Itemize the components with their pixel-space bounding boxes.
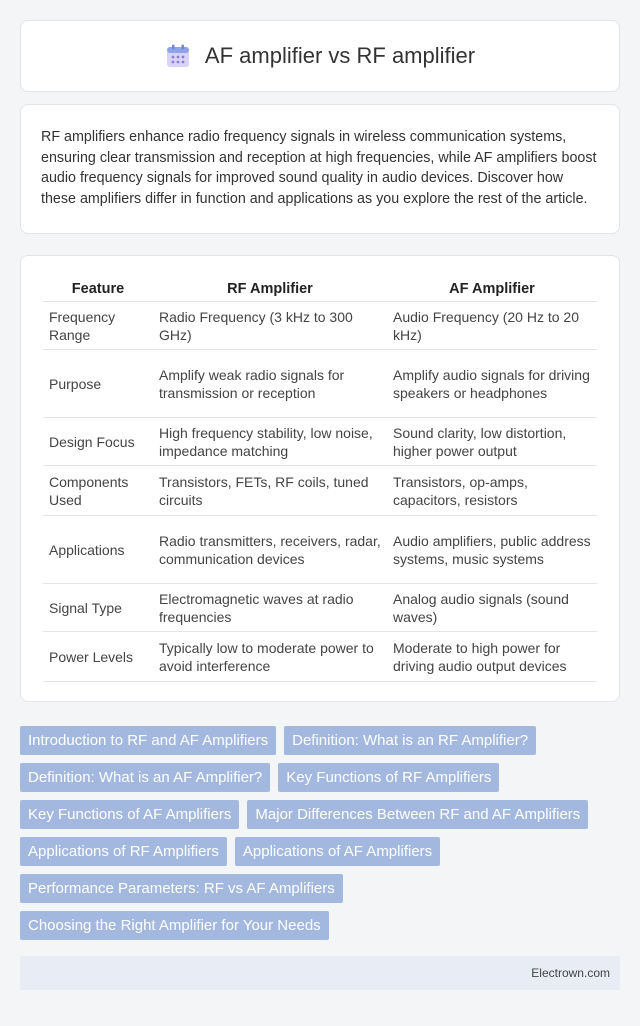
cell-af: Amplify audio signals for driving speakers or headphones [387,350,597,418]
cell-af: Transistors, op-amps, capacitors, resistors [387,466,597,516]
tag-choosing-amplifier[interactable]: Choosing the Right Amplifier for Your Needs [20,911,329,940]
cell-af: Analog audio signals (sound waves) [387,584,597,632]
cell-rf: Transistors, FETs, RF coils, tuned circuits [153,466,387,516]
cell-af: Moderate to high power for driving audio output devices [387,632,597,682]
tag-performance-parameters[interactable]: Performance Parameters: RF vs AF Amplifiers [20,874,343,903]
cell-feature: Components Used [43,466,153,516]
topic-tags [20,726,620,940]
intro-text: RF amplifiers enhance radio frequency signals in wireless communication systems, ensuring clear transmission and reception at high frequencies, while AF amplifiers boost audio frequency signals for improved sound quality in audio devices. Discover how these amplifiers differ in function and applications as you explore the rest of the article. [41,129,597,207]
table-row [43,350,597,418]
table-row [43,418,597,466]
page-title: AF amplifier vs RF amplifier [204,43,476,68]
table-row [43,302,597,350]
tag-applications-rf[interactable]: Applications of RF Amplifiers [20,837,227,866]
cell-rf: Typically low to moderate power to avoid interference [153,632,387,682]
table-row [43,466,597,516]
footer-site: Electrown.com [531,966,610,980]
cell-rf: Electromagnetic waves at radio frequencies [153,584,387,632]
cell-feature: Signal Type [43,584,153,632]
cell-feature: Design Focus [43,418,153,466]
cell-rf: High frequency stability, low noise, impedance matching [153,418,387,466]
cell-rf: Amplify weak radio signals for transmission or reception [153,350,387,418]
footer [20,956,620,990]
cell-af: Audio amplifiers, public address systems, music systems [387,516,597,584]
tag-definition-af[interactable]: Definition: What is an AF Amplifier? [20,763,270,792]
cell-feature: Frequency Range [43,302,153,350]
calendar-icon [165,43,191,69]
cell-rf: Radio Frequency (3 kHz to 300 GHz) [153,302,387,350]
table-row [43,632,597,682]
header-feature: Feature [43,276,153,302]
tag-introduction[interactable]: Introduction to RF and AF Amplifiers [20,726,276,755]
comparison-card [20,255,620,702]
header-af: AF Amplifier [387,276,597,302]
cell-af: Sound clarity, low distortion, higher power output [387,418,597,466]
cell-feature: Applications [43,516,153,584]
page-header [20,20,620,92]
table-row [43,516,597,584]
cell-af: Audio Frequency (20 Hz to 20 kHz) [387,302,597,350]
tag-key-functions-rf[interactable]: Key Functions of RF Amplifiers [278,763,499,792]
tag-key-functions-af[interactable]: Key Functions of AF Amplifiers [20,800,239,829]
cell-rf: Radio transmitters, receivers, radar, communication devices [153,516,387,584]
cell-feature: Purpose [43,350,153,418]
tag-applications-af[interactable]: Applications of AF Amplifiers [235,837,440,866]
tag-definition-rf[interactable]: Definition: What is an RF Amplifier? [284,726,536,755]
intro-card [20,104,620,234]
table-header-row [43,276,597,302]
comparison-table [43,276,597,682]
header-rf: RF Amplifier [153,276,387,302]
table-row [43,584,597,632]
cell-feature: Power Levels [43,632,153,682]
tag-major-differences[interactable]: Major Differences Between RF and AF Amplifiers [247,800,588,829]
